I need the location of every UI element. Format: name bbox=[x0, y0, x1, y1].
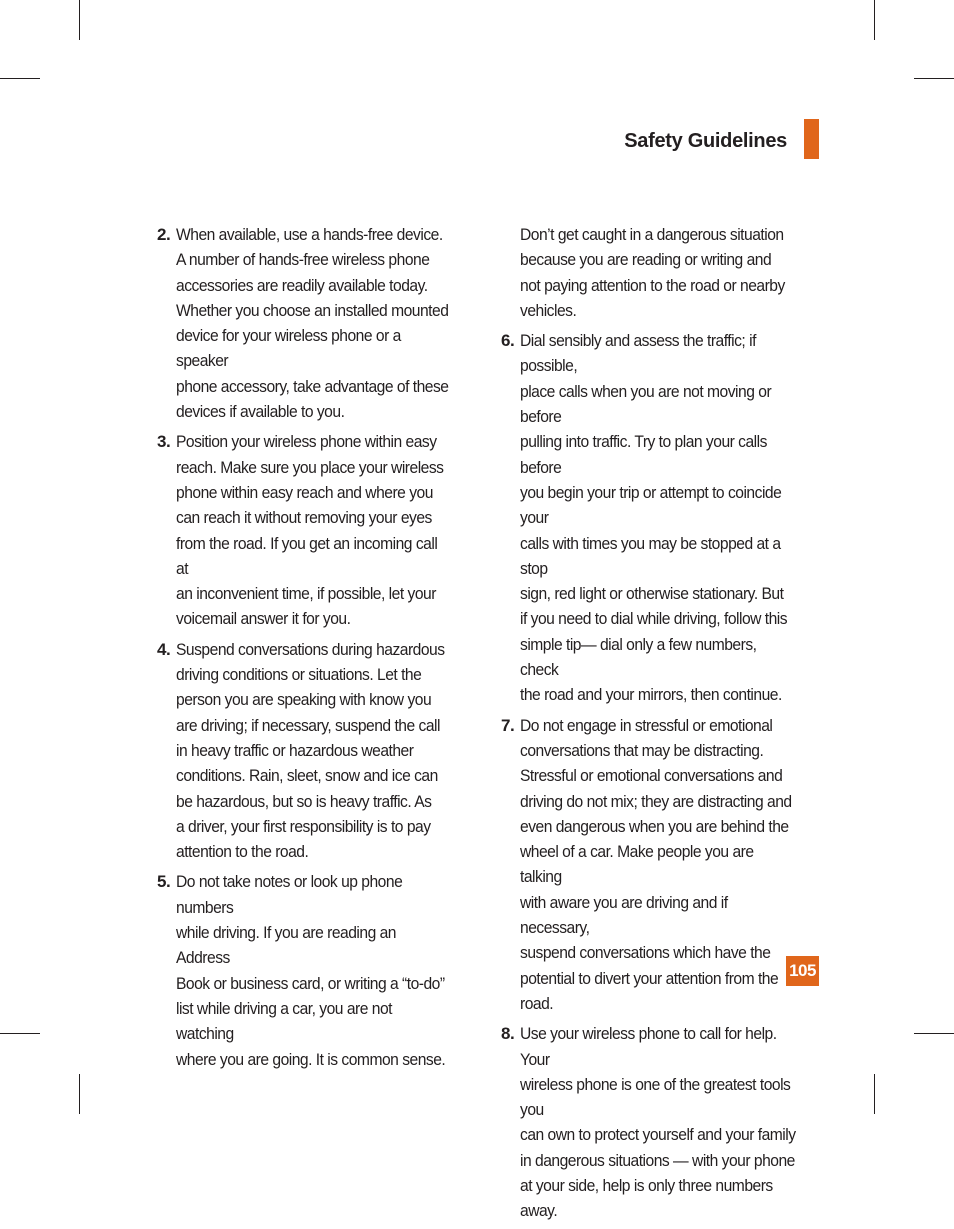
list-item bbox=[157, 222, 475, 424]
item-text: Don’t get caught in a dangerous situation because you are reading or writing and not paying attention to the road or nearby vehicles. bbox=[520, 225, 785, 320]
item-number: 4. bbox=[157, 639, 171, 659]
item-text: Use your wireless phone to call for help. Your wireless phone is one of the greatest tools you can own to protect yourself and your family in dangerous situations — with your phone at your side, help is only three numbers away. bbox=[520, 1024, 796, 1221]
crop-mark-bottom-right-v bbox=[874, 1074, 875, 1114]
left-column bbox=[157, 222, 475, 1077]
list-item bbox=[501, 713, 821, 1017]
page-number: 105 bbox=[786, 956, 819, 986]
list-item bbox=[501, 328, 821, 707]
list-item bbox=[157, 869, 475, 1071]
item-number: 6. bbox=[501, 331, 515, 351]
crop-mark-top-right-h bbox=[914, 78, 954, 79]
list-item bbox=[157, 429, 475, 631]
list-item-continuation bbox=[501, 222, 821, 323]
list-item bbox=[157, 637, 475, 865]
item-text: Position your wireless phone within easy reach. Make sure you place your wireless phone within easy reach and where you can reach it without removing your eyes from the road. If you get an incoming call at an inconvenient time, if possible, let your voicemail answer it for you. bbox=[176, 432, 444, 629]
item-text: Do not engage in stressful or emotional conversations that may be distracting. Stressful or emotional conversations and driving do not mix; they are distracting and even dangerous when you are behind the wheel of a car. Make people you are talking with aware you are driving and if necessary, suspend conversations which have the potential to divert your attention from the road. bbox=[520, 715, 792, 1013]
item-text: Do not take notes or look up phone numbers while driving. If you are reading an Address Book or business card, or writing a “to-do” list while driving a car, you are not watching where you are going. It is common sense. bbox=[176, 872, 446, 1069]
list-item bbox=[501, 1021, 821, 1223]
crop-mark-top-left-v bbox=[79, 0, 80, 40]
item-number: 8. bbox=[501, 1024, 515, 1044]
item-number: 7. bbox=[501, 715, 515, 735]
crop-mark-bottom-left-h bbox=[0, 1033, 40, 1034]
item-number: 5. bbox=[157, 872, 171, 892]
crop-mark-bottom-left-v bbox=[79, 1074, 80, 1114]
item-number: 3. bbox=[157, 432, 171, 452]
section-title: Safety Guidelines bbox=[624, 130, 787, 152]
item-text: Suspend conversations during hazardous driving conditions or situations. Let the person you are speaking with know you are driving; if necessary, suspend the call in heavy traffic or hazardous weather conditions. Rain, sleet, snow and ice can be hazardous, but so is heavy traffic. As a driver, your first responsibility is to pay attention to the road. bbox=[176, 639, 445, 862]
item-text: When available, use a hands-free device. A number of hands-free wireless phone accessories are readily available today. Whether you choose an installed mounted device for your wireless phone or a speaker phone accessory, take advantage of these devices if available to you. bbox=[176, 225, 449, 422]
crop-mark-top-left-h bbox=[0, 78, 40, 79]
crop-mark-bottom-right-h bbox=[914, 1033, 954, 1034]
item-text: Dial sensibly and assess the traffic; if possible, place calls when you are not moving or before pulling into traffic. Try to plan your calls before you begin your trip or attempt to coincide your calls with times you may be stopped at a stop sign, red light or otherwise stationary. But if you need to dial while driving, follow this simple tip— dial only a few numbers, check the road and your mirrors, then continue. bbox=[520, 331, 788, 705]
item-number: 2. bbox=[157, 225, 171, 244]
section-tab-marker bbox=[804, 119, 819, 159]
crop-mark-top-right-v bbox=[874, 0, 875, 40]
right-column bbox=[501, 222, 821, 1229]
